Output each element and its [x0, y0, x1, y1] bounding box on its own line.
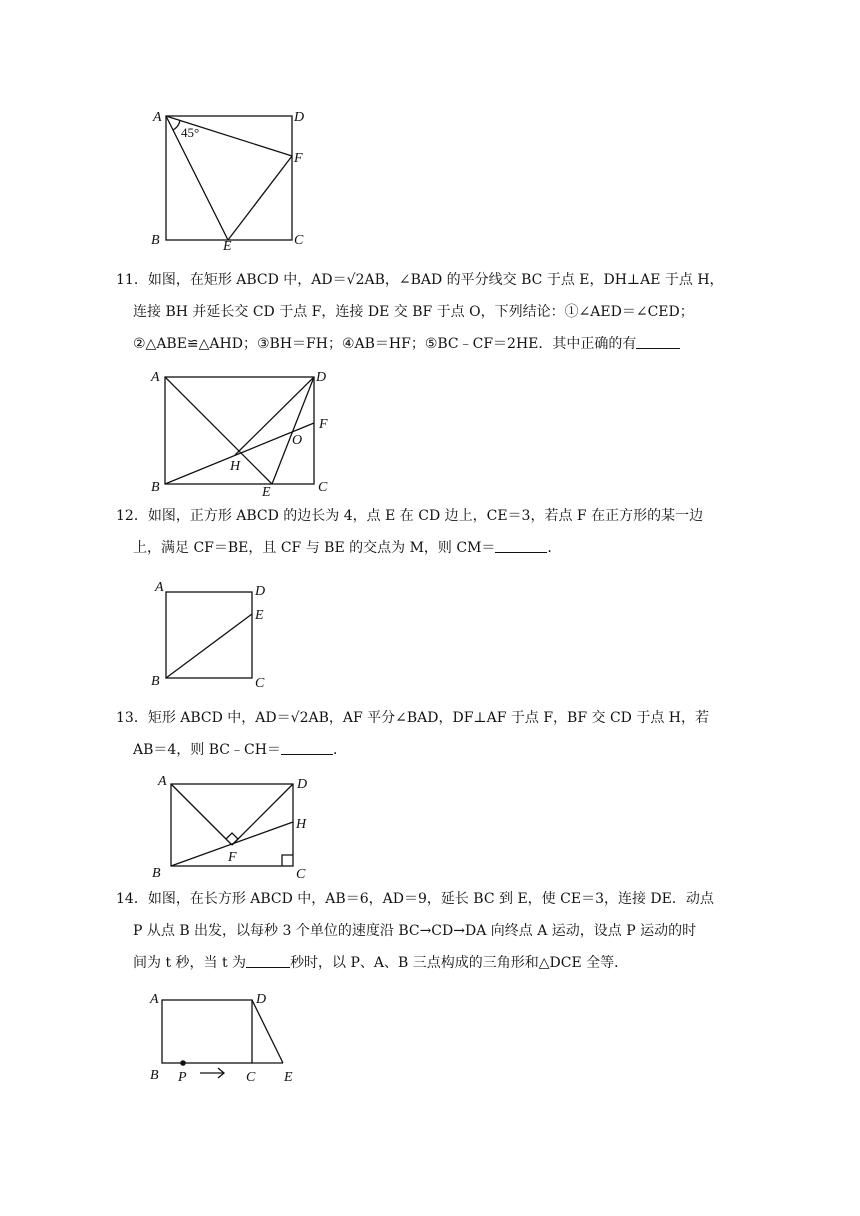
label-E: E — [255, 608, 264, 623]
label-C: C — [318, 480, 328, 495]
label-A: A — [150, 992, 159, 1007]
label-B: B — [151, 674, 160, 689]
q11-line1: 11．如图，在矩形 ABCD 中，AD＝√2AB，∠BAD 的平分线交 BC 于点 E，DH⊥AE 于点 H， — [116, 272, 724, 288]
label-F: F — [294, 151, 303, 166]
label-E: E — [262, 485, 271, 500]
label-D: D — [294, 110, 305, 125]
label-D: D — [255, 584, 266, 599]
q11-line2: 连接 BH 并延长交 CD 于点 F，连接 DE 交 BF 于点 O，下列结论：①∠AED＝∠CED； — [133, 304, 694, 320]
angle-label: 45° — [181, 125, 200, 140]
figure-rectangle-q13 — [150, 770, 320, 880]
q11-line3: ②△ABE≌△AHD；③BH＝FH；④AB＝HF；⑤BC﹣CF＝2HE．其中正确的有 — [133, 336, 637, 352]
label-C: C — [246, 1070, 256, 1083]
label-H: H — [230, 459, 241, 474]
label-B: B — [150, 1068, 159, 1083]
q14-line3b: 秒时，以 P、A、B 三点构成的三角形和△DCE 全等． — [290, 955, 629, 971]
label-H: H — [296, 817, 307, 832]
q14-line3a: 间为 t 秒，当 t 为 — [133, 955, 247, 971]
answer-blank-12[interactable] — [495, 538, 547, 553]
label-C: C — [296, 867, 306, 880]
answer-blank-11[interactable] — [636, 334, 680, 349]
label-O: O — [292, 433, 303, 448]
label-A: A — [153, 110, 162, 125]
question-11 — [116, 264, 733, 360]
question-14 — [116, 883, 733, 979]
label-P: P — [178, 1070, 187, 1083]
figure-rectangle-q11 — [148, 365, 338, 500]
figure-rectangle-q14 — [145, 988, 315, 1083]
label-F: F — [228, 850, 237, 865]
point-p-marker — [180, 1060, 186, 1066]
q13-line1: 13．矩形 ABCD 中，AD＝√2AB，AF 平分∠BAD，DF⊥AF 于点 F，BF 交 CD 于点 H，若 — [116, 710, 709, 726]
label-C: C — [294, 233, 304, 248]
label-A: A — [155, 580, 164, 595]
answer-blank-14[interactable] — [246, 953, 290, 968]
label-D: D — [297, 777, 308, 792]
label-F: F — [319, 417, 328, 432]
label-B: B — [151, 233, 160, 248]
figure-square-45 — [150, 105, 310, 250]
label-B: B — [152, 866, 161, 880]
question-12: 12．如图，正方形 ABCD 的边长为 4，点 E 在 CD 边上，CE＝3，若点 F 在正方形的某一边 上，满足 CF＝BE，且 CF 与 BE 的交点为 M，则 CM＝ ． — [133, 500, 733, 564]
q12-line2: 上，满足 CF＝BE，且 CF 与 BE 的交点为 M，则 CM＝ — [133, 540, 496, 556]
label-E: E — [284, 1070, 293, 1083]
label-A: A — [151, 370, 160, 385]
label-D: D — [256, 992, 267, 1007]
q14-line2: P 从点 B 出发，以每秒 3 个单位的速度沿 BC→CD→DA 向终点 A 运动，设点 P 运动的时 — [133, 923, 697, 939]
label-A: A — [158, 774, 167, 789]
figure-square-q12 — [148, 578, 278, 690]
label-E: E — [223, 239, 232, 250]
q13-line2: AB＝4，则 BC﹣CH＝ — [133, 742, 281, 758]
label-B: B — [151, 480, 160, 495]
answer-blank-13[interactable] — [281, 740, 333, 755]
q14-line1: 14．如图，在长方形 ABCD 中，AB＝6，AD＝9，延长 BC 到 E，使 CE＝3，连接 DE．动点 — [116, 891, 714, 907]
question-13: 13．矩形 ABCD 中，AD＝√2AB，AF 平分∠BAD，DF⊥AF 于点 F，BF 交 CD 于点 H，若 AB＝4，则 BC﹣CH＝ ． — [133, 702, 733, 766]
label-D: D — [316, 370, 327, 385]
q12-line1: 12．如图，正方形 ABCD 的边长为 4，点 E 在 CD 边上，CE＝3，若点 F 在正方形的某一边 — [116, 508, 704, 524]
label-C: C — [255, 676, 265, 690]
